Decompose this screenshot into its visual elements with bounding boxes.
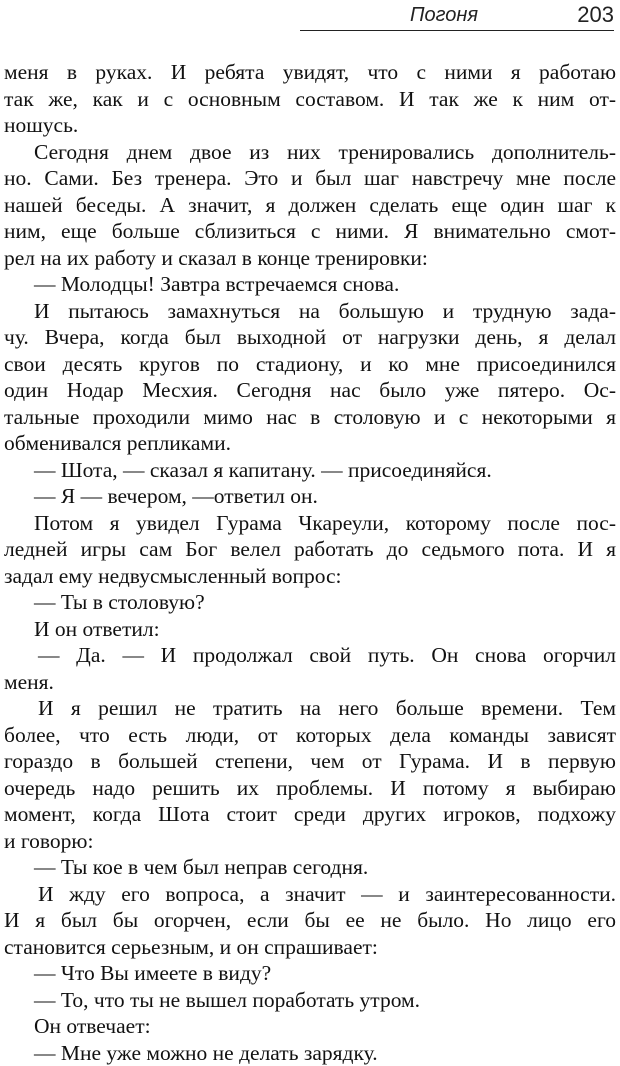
text-line: И он ответил: [4,616,616,643]
text-line: — Я — вечером, —ответил он. [4,483,616,510]
text-line: и говорю: [4,828,616,855]
text-line: И я был бы огорчен, если бы ее не было. Но лицо его [4,907,616,934]
text-line: — Да. — И продолжал свой путь. Он снова огорчил [4,642,616,669]
text-line: так же, как и с основным составом. И так же к ним от- [4,86,616,113]
text-line: но. Сами. Без тренера. Это и был шаг навстречу мне после [4,165,616,192]
text-line: ним, еще больше сблизиться с ними. Я внимательно смот- [4,218,616,245]
text-line: рел на их работу и сказал в конце тренировки: [4,245,616,272]
text-line: чу. Вчера, когда был выходной от нагрузки день, я делал [4,324,616,351]
text-line: И я решил не тратить на него больше времени. Тем [4,695,616,722]
text-line: задал ему недвусмысленный вопрос: [4,563,616,590]
text-line: один Нодар Месхия. Сегодня нас было уже пятеро. Ос- [4,377,616,404]
text-line: — Ты кое в чем был неправ сегодня. [4,854,616,881]
text-line: — Ты в столовую? [4,589,616,616]
text-line: свои десять кругов по стадиону, и ко мне присоединился [4,351,616,378]
running-header [300,0,614,31]
text-line: Он отвечает: [4,1013,616,1040]
text-line: — Шота, — сказал я капитану. — присоединяйся. [4,457,616,484]
page-number: 203 [577,2,614,28]
text-line: ношусь. [4,112,616,139]
text-line: нашей беседы. А значит, я должен сделать еще один шаг к [4,192,616,219]
body-text [4,59,616,1066]
text-line: обменивался репликами. [4,430,616,457]
text-line: меня в руках. И ребята увидят, что с ними я работаю [4,59,616,86]
text-line: более, что есть люди, от которых дела команды зависят [4,722,616,749]
text-line: И жду его вопроса, а значит — и заинтересованности. [4,881,616,908]
running-title: Погоня [410,4,478,27]
text-line: — Молодцы! Завтра встречаемся снова. [4,271,616,298]
text-line: ледней игры сам Бог велел работать до седьмого пота. И я [4,536,616,563]
text-line: — Мне уже можно не делать зарядку. [4,1040,616,1066]
text-line: Потом я увидел Гурама Чкареули, которому после пос- [4,510,616,537]
text-line: момент, когда Шота стоит среди других игроков, подхожу [4,801,616,828]
text-line: И пытаюсь замахнуться на большую и трудную зада- [4,298,616,325]
text-line: становится серьезным, и он спрашивает: [4,934,616,961]
text-line: меня. [4,669,616,696]
text-line: — Что Вы имеете в виду? [4,960,616,987]
text-line: — То, что ты не вышел поработать утром. [4,987,616,1014]
text-line: Сегодня днем двое из них тренировались дополнитель- [4,139,616,166]
text-line: гораздо в большей степени, чем от Гурама. И в первую [4,748,616,775]
text-line: очередь надо решить их проблемы. И потому я выбираю [4,775,616,802]
text-line: тальные проходили мимо нас в столовую и с некоторыми я [4,404,616,431]
